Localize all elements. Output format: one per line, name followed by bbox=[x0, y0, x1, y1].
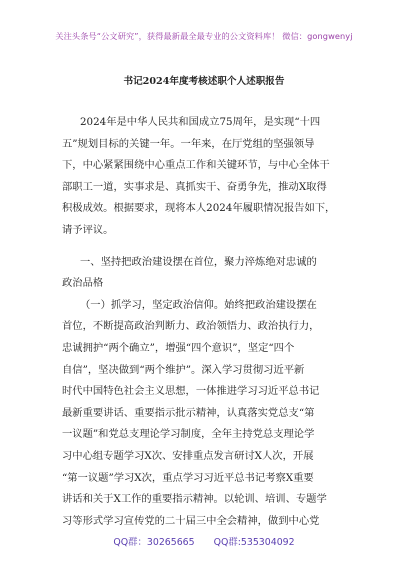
body-line: 忠诚拥护“两个确立”，增强“四个意识”，坚定“四个 bbox=[62, 341, 295, 354]
body-line: 下，中心紧紧围绕中心重点工作和关键环节，与中心全体干 bbox=[62, 159, 330, 172]
body-line: 习等形式学习宣传党的二十届三中全会精神，做到中心党 bbox=[62, 514, 320, 527]
qq-group-1: QQ群：30265665 bbox=[113, 537, 195, 548]
body-line: 自信”，坚决做到“两个维护”。深入学习贯彻习近平新 bbox=[62, 363, 305, 376]
body-line: “第一议题”学习X次，重点学习习近平总书记考察X重要 bbox=[62, 471, 314, 484]
body-line: 时代中国特色社会主义思想，一体推进学习习近平总书记 bbox=[62, 385, 320, 398]
body-line: 最新重要讲话、重要指示批示精神，认真落实党总支“第 bbox=[62, 406, 315, 419]
body-line: 五”规划目标的关键一年。一年来，在厅党组的坚强领导 bbox=[62, 137, 315, 150]
document-body bbox=[62, 112, 352, 532]
body-line: 一议题”和党总支理论学习制度，全年主持党总支理论学 bbox=[62, 428, 315, 441]
header-promo-note: 关注头条号“公文研究”，获得最新最全最专业的公文资料库！ 微信：gongwenyj bbox=[55, 31, 353, 41]
footer-qq-groups bbox=[0, 534, 408, 548]
body-line: 首位，不断提高政治判断力、政治领悟力、政治执行力， bbox=[62, 320, 320, 333]
section-heading bbox=[62, 252, 352, 295]
qq-group-2: QQ群:535304092 bbox=[213, 537, 295, 548]
paragraph-study bbox=[62, 295, 352, 533]
body-line: （一）抓学习，坚定政治信仰。始终把政治建设摆在 bbox=[80, 298, 317, 311]
body-line: 请予评议。 bbox=[62, 223, 114, 236]
paragraph-intro bbox=[62, 112, 352, 242]
body-line: 2024年是中华人民共和国成立75周年，是实现“十四 bbox=[80, 116, 321, 128]
document-title: 书记2024年度考核述职个人述职报告 bbox=[123, 76, 285, 87]
heading-line: 一、坚持把政治建设摆在首位，聚力淬炼绝对忠诚的 bbox=[80, 255, 317, 268]
body-line: 部职工一道，实事求是、真抓实干、奋勇争先，推动X取得 bbox=[62, 180, 327, 193]
body-line: 积极成效。根据要求，现将本人2024年履职情况报告如下， bbox=[62, 202, 336, 215]
body-line: 讲话和关于X工作的重要指示精神。以轮训、培训、专题学 bbox=[62, 493, 327, 506]
heading-line: 政治品格 bbox=[62, 277, 104, 290]
body-line: 习中心组专题学习X次、安排重点发言研讨X人次，开展 bbox=[62, 449, 314, 462]
